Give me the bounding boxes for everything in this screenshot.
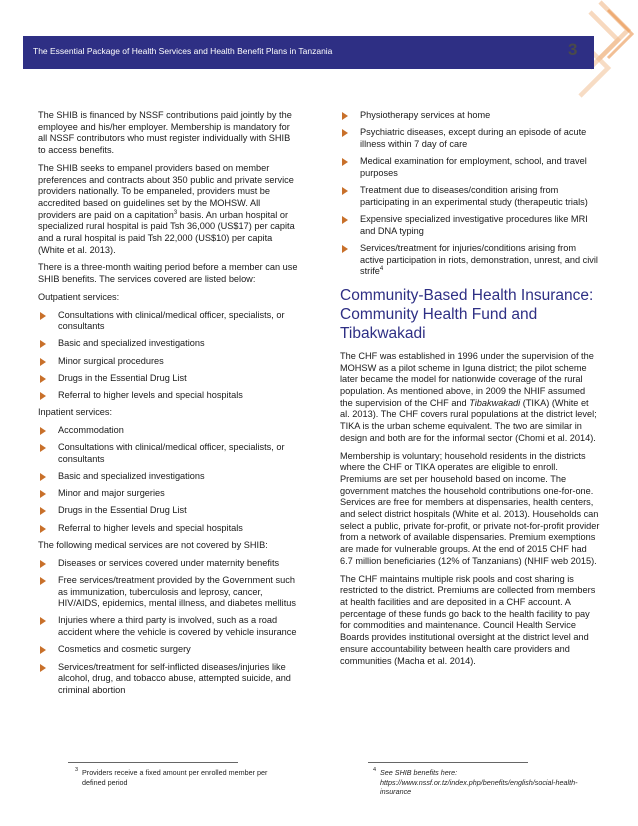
- chf-risk-pools-paragraph: The CHF maintains multiple risk pools and cost sharing is restricted to the district. Premiums are collected from members at health facilities and are deposited in a CHF account. A percentage of these funds go back to the health facility to pay for commodities and maintenance. Council Health Service Boards provides institutional oversight at the district level and ensure accountability between health care providers and communities (Macha et al. 2014).: [340, 573, 596, 666]
- bullet-triangle-icon: [342, 158, 348, 166]
- bullet-triangle-icon: [40, 473, 46, 481]
- list-item: Referral to higher levels and special hospitals: [38, 390, 300, 402]
- chf-membership-paragraph: Membership is voluntary; household residents in the districts where the CHF or TIKA operates are eligible to enroll. Premiums are set per household based on income. The government matches the household contributions one-for-one. Services are free for members at dispensaries, health centers, and select district hospitals (White et al. 2013). Households can select a public, private for-profit, or private not-for-profit provider from a network of available dispensaries. Premium exemptions are made for vulnerable groups. At the end of 2015 CHF had 6.7 million beneficiaries (12% of Tanzanians) (NHIF web 2015).: [340, 450, 600, 566]
- right-column: [340, 110, 600, 673]
- bullet-triangle-icon: [40, 577, 46, 585]
- list-item: Injuries where a third party is involved, such as a road accident where the vehicle is covered by vehicle insurance: [38, 615, 300, 638]
- shib-providers-paragraph: The SHIB seeks to empanel providers based on member preferences and contracts about 350 public and private service providers nationally. To be empaneled, providers must be accredited based on guidelines set by the MOHSW. All providers are paid on a capitation$^3$ basis. An urban hospital or specialized rural hospital is paid Tsh 36,000 (US$17) per capita and a rural hospital is paid Tsh 22,000 (US$10) per capita (White et al. 2013).: [38, 162, 295, 255]
- not-covered-list: [38, 558, 300, 697]
- list-item: Basic and specialized investigations: [38, 471, 300, 483]
- chf-history-paragraph: The CHF was established in 1996 under the supervision of the MOHSW as a pilot scheme in Iguna district; the pilot scheme later became the model for nationwide coverage of the rural population. As mentioned above, in 2009 the NHIF assumed the supervision of the CHF and Tibakwakadi (TIKA) (White et al. 2013). The CHF covers rural populations at the district level; TIKA is the urban scheme equivalent. The two are similar in design and both are for the informal sector (Chomi et al. 2014).: [340, 350, 597, 443]
- section-heading: Community-Based Health Insurance: Community Health Fund and Tibakwakadi: [340, 286, 594, 342]
- list-item: Consultations with clinical/medical officer, specialists, or consultants: [38, 442, 300, 465]
- bullet-triangle-icon: [342, 112, 348, 120]
- list-item: Accommodation: [38, 425, 300, 437]
- footnote-ref-4[interactable]: 4: [379, 266, 384, 273]
- footnote-rule-right: [368, 762, 528, 763]
- list-item: Physiotherapy services at home: [340, 110, 600, 122]
- bullet-triangle-icon: [40, 617, 46, 625]
- bullet-triangle-icon: [342, 187, 348, 195]
- list-item: Consultations with clinical/medical officer, specialists, or consultants: [38, 310, 300, 333]
- bullet-triangle-icon: [342, 245, 348, 253]
- bullet-triangle-icon: [40, 375, 46, 383]
- bullet-triangle-icon: [40, 646, 46, 654]
- shib-benefits-link[interactable]: See SHIB benefits here: https://www.nssf.or.tz/index.php/benefits/english/social-health-insurance: [380, 768, 578, 796]
- not-covered-label: The following medical services are not covered by SHIB:: [38, 539, 268, 550]
- bullet-triangle-icon: [40, 560, 46, 568]
- inpatient-label: Inpatient services:: [38, 407, 113, 418]
- list-item: Free services/treatment provided by the Government such as immunization, tuberculosis and leprosy, cancer, HIV/AIDS, epidemics, mental illness, and diabetes mellitus: [38, 575, 300, 610]
- list-item: Minor and major surgeries: [38, 488, 300, 500]
- bullet-triangle-icon: [40, 525, 46, 533]
- list-item: Services/treatment for self-inflicted diseases/injuries like alcohol, drug, and tobacco abuse, attempted suicide, and criminal abortion: [38, 662, 300, 697]
- bullet-triangle-icon: [342, 216, 348, 224]
- footnote-ref-3[interactable]: 3: [173, 209, 178, 216]
- list-item: Basic and specialized investigations: [38, 338, 300, 350]
- list-item: Treatment due to diseases/condition arising from participating in an experimental study (therapeutic trials): [340, 185, 600, 208]
- bullet-triangle-icon: [40, 490, 46, 498]
- footnote-rule-left: [68, 762, 238, 763]
- list-item: Expensive specialized investigative procedures like MRI and DNA typing: [340, 214, 600, 237]
- list-item: Services/treatment for injuries/conditions arising from active participation in riots, demonstration, unrest, and civil strife$^4$: [340, 243, 600, 278]
- bullet-triangle-icon: [40, 444, 46, 452]
- bullet-triangle-icon: [40, 507, 46, 515]
- bullet-triangle-icon: [342, 129, 348, 137]
- list-item: Minor surgical procedures: [38, 356, 300, 368]
- bullet-triangle-icon: [40, 392, 46, 400]
- shib-financing-paragraph: The SHIB is financed by NSSF contributions paid jointly by the employee and his/her employer. Membership is mandatory for all NSSF contributors who must register individually with SHIB to access benefits.: [38, 110, 292, 156]
- bullet-triangle-icon: [40, 340, 46, 348]
- list-item: Cosmetics and cosmetic surgery: [38, 644, 300, 656]
- list-item: Drugs in the Essential Drug List: [38, 505, 300, 517]
- bullet-triangle-icon: [40, 664, 46, 672]
- waiting-period-paragraph: There is a three-month waiting period before a member can use SHIB benefits. The services covered are listed below:: [38, 262, 298, 285]
- list-item: Diseases or services covered under maternity benefits: [38, 558, 300, 570]
- inpatient-list: [38, 425, 300, 534]
- bullet-triangle-icon: [40, 427, 46, 435]
- bullet-triangle-icon: [40, 358, 46, 366]
- header-bar: [23, 36, 594, 69]
- page-number: 3: [568, 40, 578, 59]
- list-item: Psychiatric diseases, except during an episode of acute illness within 7 day of care: [340, 127, 600, 150]
- header-title: The Essential Package of Health Services and Health Benefit Plans in Tanzania: [33, 46, 333, 56]
- outpatient-list: [38, 310, 300, 402]
- footnote-3: 3 Providers receive a fixed amount per enrolled member per defined period: [75, 767, 268, 787]
- outpatient-label: Outpatient services:: [38, 291, 120, 302]
- list-item: Medical examination for employment, school, and travel purposes: [340, 156, 600, 179]
- footnote-4: 4 See SHIB benefits here: https://www.nssf.or.tz/index.php/benefits/english/social-health-insurance: [373, 767, 578, 796]
- not-covered-list-continued: [340, 110, 600, 278]
- bullet-triangle-icon: [40, 312, 46, 320]
- left-column: [38, 110, 300, 702]
- list-item: Referral to higher levels and special hospitals: [38, 523, 300, 535]
- list-item: Drugs in the Essential Drug List: [38, 373, 300, 385]
